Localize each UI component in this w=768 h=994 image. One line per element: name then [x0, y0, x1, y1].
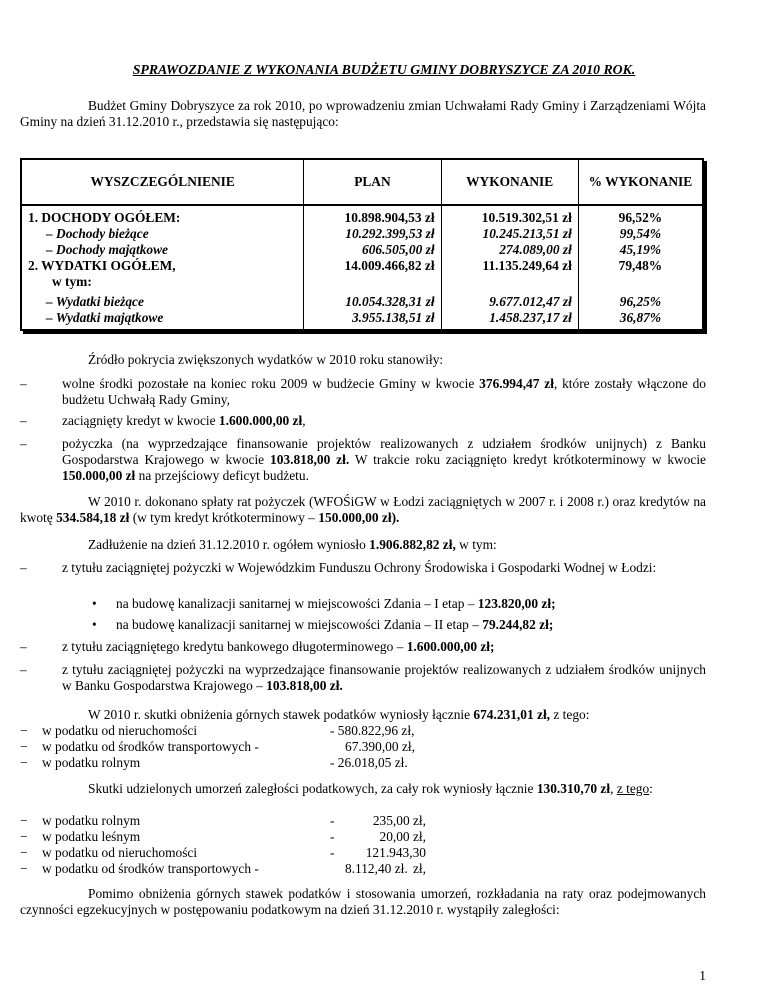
- source-item-3: pożyczka (na wyprzedzające finansowanie projektów realizowanych z udziałem środków unijnych) z Banku Gospodarstwa Krajowego w kwocie 103.818,00 zł. W trakcie roku zaciągnięto kredyt krótkoterminowy w kwocie 150.000,00 zł na przejściowy deficyt budżetu.: [62, 436, 706, 483]
- tax-item-value: 121.943,30 zł,: [365, 845, 426, 876]
- tax-item-dash: -: [330, 845, 335, 860]
- bullet-icon: •: [92, 596, 97, 611]
- tax-item-value: 67.390,00 zł,: [345, 739, 415, 754]
- row-wykonanie: 9.677.012,47 zł: [441, 294, 578, 310]
- tax-item-label: w podatku leśnym: [42, 829, 141, 844]
- list-dash: –: [20, 639, 27, 654]
- tax-item-label: w podatku od środków transportowych -: [42, 861, 259, 876]
- row-procent: 79,48%: [578, 258, 703, 274]
- debt-item-1: z tytułu zaciągniętej pożyczki w Wojewódzkim Funduszu Ochrony Środowiska i Gospodarki Wodnej w Łodzi:: [62, 560, 657, 575]
- bullet-icon: •: [92, 617, 97, 632]
- row-procent: 99,54%: [578, 226, 703, 242]
- row-label: – Wydatki bieżące: [46, 294, 144, 309]
- list-dash: −: [20, 755, 28, 770]
- tax-item-value: - 26.018,05 zł.: [330, 755, 408, 770]
- row-label: 2. WYDATKI OGÓŁEM,: [28, 258, 176, 273]
- table-row: [21, 294, 703, 310]
- source-item-1: wolne środki pozostałe na koniec roku 2009 w budżecie Gminy w kwocie 376.994,47 zł, które zostały włączone do budżetu Uchwałą Rady Gminy,: [62, 376, 706, 407]
- debt-paragraph: Zadłużenie na dzień 31.12.2010 r. ogółem wyniosło 1.906.882,82 zł, w tym:: [88, 537, 497, 552]
- table-row: [21, 274, 703, 294]
- tax-item-value: 8.112,40 zł.: [345, 861, 408, 876]
- row-plan: 14.009.466,82 zł: [304, 258, 441, 274]
- tax-item-value: - 580.822,96 zł,: [330, 723, 415, 738]
- header-procent: % WYKONANIE: [578, 159, 703, 205]
- debt-item-2: z tytułu zaciągniętego kredytu bankowego długoterminowego – 1.600.000,00 zł;: [62, 639, 495, 654]
- debt-subitem-2: na budowę kanalizacji sanitarnej w miejscowości Zdania – II etap – 79.244,82 zł;: [116, 617, 554, 632]
- list-dash: −: [20, 861, 28, 876]
- header-wyszczegolnienie: WYSZCZEGÓLNIENIE: [21, 159, 304, 205]
- table-row: [21, 310, 703, 330]
- row-plan: 606.505,00 zł: [304, 242, 441, 258]
- table-row: [21, 226, 703, 242]
- list-dash: −: [20, 739, 28, 754]
- row-label: 1. DOCHODY OGÓŁEM:: [28, 210, 181, 225]
- budget-table: [20, 158, 704, 331]
- list-dash: –: [20, 662, 27, 677]
- row-label: – Dochody majątkowe: [46, 242, 168, 257]
- row-plan: 10.054.328,31 zł: [304, 294, 441, 310]
- arrears-paragraph: Pomimo obniżenia górnych stawek podatków i stosowania umorzeń, rozkładania na raty oraz podejmowanych czynności egzekucyjnych w postępowaniu podatkowym na dzień 31.12.2010 r. wystąpiły zaległości:: [20, 886, 706, 917]
- row-wykonanie: 1.458.237,17 zł: [441, 310, 578, 330]
- tax-item-dash: -: [330, 829, 335, 844]
- header-wykonanie: WYKONANIE: [441, 159, 578, 205]
- list-dash: −: [20, 829, 28, 844]
- list-dash: –: [20, 436, 27, 451]
- row-wykonanie: 11.135.249,64 zł: [441, 258, 578, 274]
- source-item-2: zaciągnięty kredyt w kwocie 1.600.000,00 zł,: [62, 413, 306, 428]
- row-plan: 10.292.399,53 zł: [304, 226, 441, 242]
- tax-item-label: w podatku od nieruchomości: [42, 845, 198, 860]
- row-procent: 45,19%: [578, 242, 703, 258]
- row-procent: 96,25%: [578, 294, 703, 310]
- list-dash: −: [20, 723, 28, 738]
- row-procent: 96,52%: [578, 205, 703, 226]
- tax-item-value: 235,00 zł,: [372, 813, 426, 828]
- row-wykonanie: 10.519.302,51 zł: [441, 205, 578, 226]
- page-title: SPRAWOZDANIE Z WYKONANIA BUDŻETU GMINY DOBRYSZYCE ZA 2010 ROK.: [132, 62, 636, 77]
- tax-item-label: w podatku od środków transportowych -: [42, 739, 259, 754]
- row-label: – Wydatki majątkowe: [46, 310, 164, 325]
- tax-item-label: w podatku rolnym: [42, 755, 141, 770]
- row-plan: 10.898.904,53 zł: [304, 205, 441, 226]
- tax-reduction-paragraph: W 2010 r. skutki obniżenia górnych stawek podatków wyniosły łącznie 674.231,01 zł, z tego:: [88, 707, 590, 722]
- row-wykonanie: 274.089,00 zł: [441, 242, 578, 258]
- table-row: [21, 242, 703, 258]
- row-label: w tym:: [52, 274, 92, 289]
- page-number: 1: [699, 968, 706, 983]
- row-plan: 3.955.138,51 zł: [304, 310, 441, 330]
- tax-item-value: 20,00 zł,: [379, 829, 426, 844]
- list-dash: –: [20, 376, 27, 391]
- source-heading: Źródło pokrycia zwiększonych wydatków w 2010 roku stanowiły:: [88, 352, 444, 367]
- debt-item-3: z tytułu zaciągniętej pożyczki na wyprzedzające finansowanie projektów realizowanych z udziałem środków unijnych w Banku Gospodarstwa Krajowego – 103.818,00 zł.: [62, 662, 706, 693]
- table-row: [21, 205, 703, 226]
- debt-subitem-1: na budowę kanalizacji sanitarnej w miejscowości Zdania – I etap – 123.820,00 zł;: [116, 596, 556, 611]
- list-dash: −: [20, 813, 28, 828]
- table-header-row: [21, 159, 703, 205]
- remission-paragraph: Skutki udzielonych umorzeń zaległości podatkowych, za cały rok wyniosły łącznie 130.310,70 zł, z tego:: [88, 781, 653, 796]
- header-plan: PLAN: [304, 159, 441, 205]
- list-dash: –: [20, 413, 27, 428]
- repayment-paragraph: W 2010 r. dokonano spłaty rat pożyczek (WFOŚiGW w Łodzi zaciągniętych w 2007 r. i 2008 r.) oraz kredytów na kwotę 534.584,18 zł (w tym kredyt krótkoterminowy – 150.000,00 zł).: [20, 494, 706, 525]
- tax-item-label: w podatku rolnym: [42, 813, 141, 828]
- list-dash: −: [20, 845, 28, 860]
- intro-paragraph: Budżet Gminy Dobryszyce za rok 2010, po wprowadzeniu zmian Uchwałami Rady Gminy i Zarządzeniami Wójta Gminy na dzień 31.12.2010 r., przedstawia się następująco:: [20, 98, 706, 129]
- row-procent: 36,87%: [578, 310, 703, 330]
- row-wykonanie: 10.245.213,51 zł: [441, 226, 578, 242]
- list-dash: –: [20, 560, 27, 575]
- row-label: – Dochody bieżące: [46, 226, 149, 241]
- table-row: [21, 258, 703, 274]
- tax-item-dash: -: [330, 813, 335, 828]
- tax-item-label: w podatku od nieruchomości: [42, 723, 198, 738]
